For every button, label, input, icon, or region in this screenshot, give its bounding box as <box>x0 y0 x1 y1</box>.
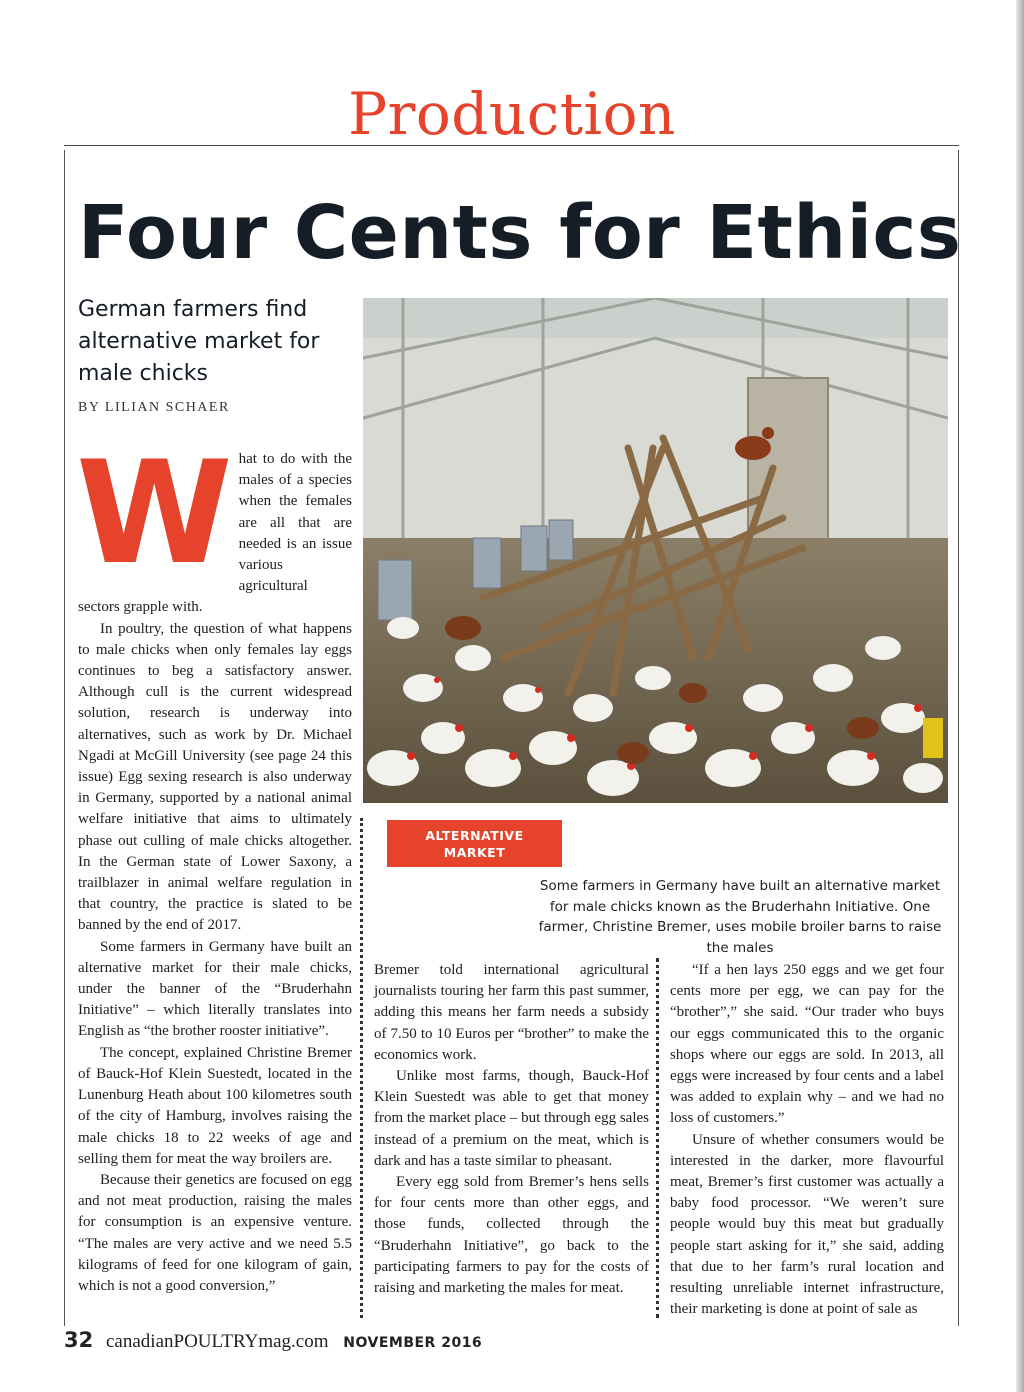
byline: BY LILIAN SCHAER <box>78 400 230 415</box>
article-column-2 <box>374 960 649 1299</box>
paragraph: In poultry, the question of what happens to male chicks when only females lay eggs continues to beg a satisfactory answer. Although cull is the current widespread solution, research is underway into alternatives, such as work by Dr. Michael Ngadi at McGill University (see page 24 this issue) Egg sexing research is also underway in Germany, supported by a national animal welfare initiative that aims to ultimately phase out culling of male chicks altogether. In the German state of Lower Saxony, a trailblazer in animal welfare regulation in that country, the practice is slated to be banned by the end of 2017. <box>78 620 352 934</box>
page-edge <box>1016 0 1024 1392</box>
deck: German farmers find alternative market for male chicks <box>78 297 320 386</box>
magazine-site: canadianPOULTRYmag.com <box>105 1331 329 1352</box>
photo-tag <box>387 820 562 867</box>
article-column-3 <box>670 960 944 1320</box>
paragraph: Bremer told international agricultural journalists touring her farm this past summer, adding this means her farm needs a subsidy of 7.50 to 10 Euros per “brother” to make the economics work. <box>374 962 649 1063</box>
section-title: Production <box>348 80 676 148</box>
paragraph: “If a hen lays 250 eggs and we get four cents more per egg, we can pay for the “brother”,” she said. “Our trader who buys our eggs communicated this to the organic shops where our eggs are sold. In 2013, all eggs were increased by four cents and a label was added to explain why – and we had no loss of customers.” <box>670 962 944 1127</box>
barn-photo <box>363 298 948 803</box>
paragraph: Every egg sold from Bremer’s hens sells for four cents more than other eggs, and those funds, collected through the “Bruderhahn Initiative”, go back to the participating farmers to pay for the costs of raising and marketing the males for meat. <box>374 1174 649 1297</box>
photo-caption: Some farmers in Germany have built an alternative market for male chicks known as the Bruderhahn Initiative. One farmer, Christine Bremer, uses mobile broiler barns to raise the males <box>538 878 942 956</box>
headline: Four Cents for Ethics <box>78 190 962 276</box>
column-divider <box>656 958 659 1318</box>
issue-date: NOVEMBER 2016 <box>343 1335 483 1351</box>
article-column-1 <box>76 431 352 1297</box>
section-rule <box>64 145 959 146</box>
paragraph: Unlike most farms, though, Bauck-Hof Klein Suestedt was able to get that money from the market place – but through egg sales instead of a premium on the meat, which is dark and has a taste similar to pheasant. <box>374 1068 649 1169</box>
paragraph: Unsure of whether consumers would be interested in the darker, more flavourful meat, Bremer’s first customer was actually a baby food processor. “We weren’t sure people would buy this meat but gradually people start asking for it,” she said, adding that due to her farm’s rural location and resulting unreliable internet infrastructure, their marketing is done at point of sale as <box>670 1131 944 1318</box>
paragraph: hat to do with the males of a species when the females are all that are needed is an issue various agricultural sectors grapple with. <box>78 451 352 616</box>
photo-tag-line: ALTERNATIVE <box>425 827 524 843</box>
paragraph: Because their genetics are focused on egg and not meat production, raising the males for consumption is an expensive venture. “The males are very active and we need 5.5 kilograms of feed for one kilogram of gain, which is not a good conversion,” <box>78 1171 352 1294</box>
chicken-barn-illustration <box>363 298 948 803</box>
photo-tag-line: MARKET <box>443 844 506 860</box>
page-footer <box>64 1328 482 1353</box>
column-divider <box>360 818 363 1318</box>
paragraph: The concept, explained Christine Bremer of Bauck-Hof Klein Suestedt, located in the Lunenburg Heath about 100 kilometres south of the city of Hamburg, involves raising the male chicks 18 to 22 weeks of age and selling them for meat the way broilers are. <box>78 1044 352 1167</box>
paragraph: Some farmers in Germany have built an alternative market for their male chicks, under the banner of the “Bruderhahn Initiative” – which literally translates into English as “the brother rooster initiative”. <box>78 938 352 1040</box>
page-number: 32 <box>64 1328 94 1352</box>
drop-cap: W <box>76 431 233 596</box>
